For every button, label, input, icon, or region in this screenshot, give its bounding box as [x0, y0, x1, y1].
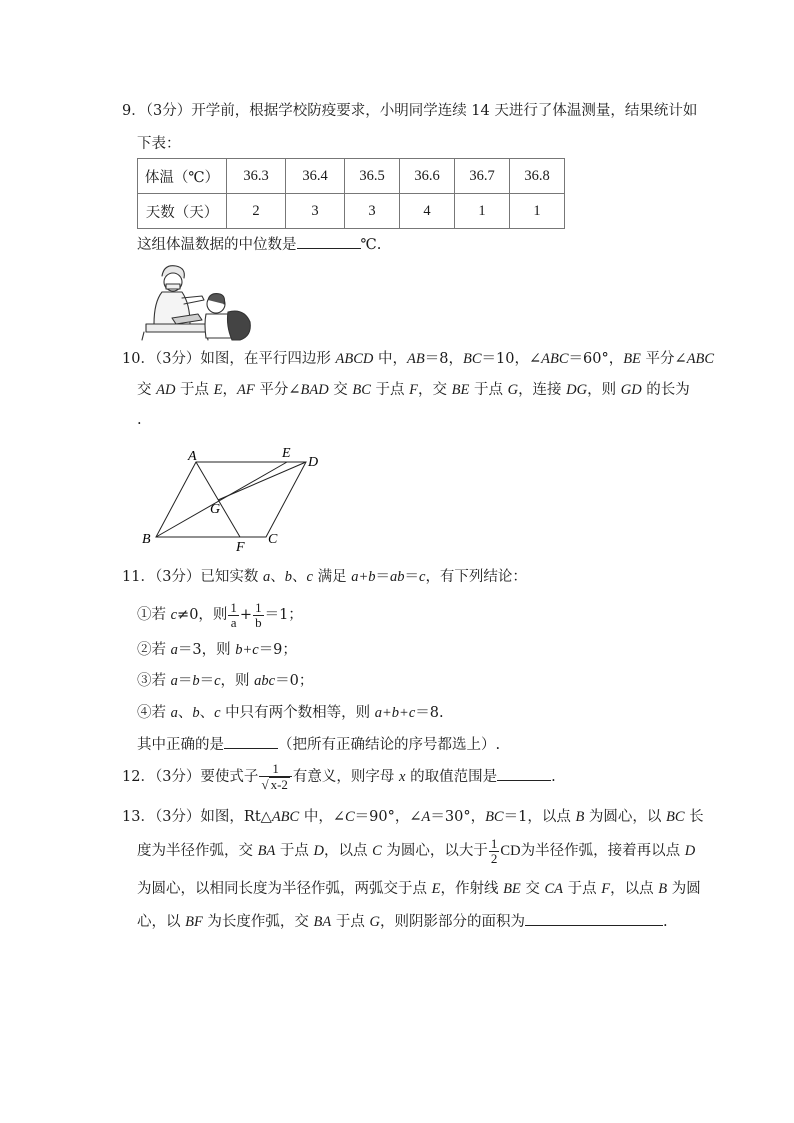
- q10-line3: .: [137, 412, 142, 428]
- q11-conclusion-3: ③若 a＝b＝c，则 abc＝0；: [137, 673, 314, 689]
- q10-line1: 10．（3分）如图，在平行四边形 ABCD 中，AB＝8，BC＝10，∠ABC＝60°，BE 平分∠ABC: [122, 351, 715, 367]
- table-cell: 2: [227, 194, 286, 229]
- q13-line1: 13．（3分）如图，Rt△ABC 中，∠C＝90°，∠A＝30°，BC＝1，以点 B 为圆心，以 BC 长: [122, 809, 704, 825]
- table-row: [138, 159, 565, 194]
- q11-conclusion-1: ①若 c≠0，则 $\frac{1}{a}$ + $\frac{1}{b}$ ＝1；: [137, 599, 303, 630]
- answer-blank: [525, 911, 663, 926]
- fraction: $\frac{1}{√ x-2}$: [259, 762, 291, 792]
- point-label-e: E: [282, 446, 291, 461]
- table-row: [138, 194, 565, 229]
- parallelogram-figure: [136, 444, 326, 556]
- fraction: $\frac{1}{b}$: [255, 599, 262, 630]
- table-cell: 36.4: [286, 159, 345, 194]
- q12-line: 12．（3分）要使式子 $\frac{1}{√ x-2}$ 有意义，则字母 x 的取值范围是 .: [122, 761, 556, 792]
- q13-line3: 为圆心，以相同长度为半径作弧，两弧交于点 E，作射线 BE 交 CA 于点 F，以点 B 为圆: [137, 881, 701, 897]
- q10-line2: 交 AD 于点 E，AF 平分∠BAD 交 BC 于点 F，交 BE 于点 G，连接 DG，则 GD 的长为: [137, 382, 690, 398]
- answer-blank: [224, 734, 278, 749]
- point-label-f: F: [236, 540, 245, 555]
- q11-conclusion-4: ④若 a、b、c 中只有两个数相等，则 a+b+c＝8.: [137, 705, 444, 721]
- table-cell: 1: [455, 194, 510, 229]
- answer-blank: [297, 234, 361, 249]
- table-cell: 36.8: [510, 159, 565, 194]
- fraction: $\frac{1}{a}$: [230, 599, 237, 630]
- temperature-check-illustration: [140, 262, 256, 342]
- q11-question: 其中正确的是 （把所有正确结论的序号都选上）.: [137, 734, 500, 755]
- q9-line1: 9．（3分）开学前，根据学校防疫要求，小明同学连续 14 天进行了体温测量，结果统计如: [122, 103, 698, 119]
- table-cell: 36.6: [400, 159, 455, 194]
- sqrt-radicand: x-2: [270, 777, 288, 792]
- point-label-g: G: [210, 502, 221, 517]
- table-cell: 3: [345, 194, 400, 229]
- table-cell: 36.7: [455, 159, 510, 194]
- q11-line1: 11．（3分）已知实数 a、b、c 满足 a+b＝ab＝c，有下列结论：: [122, 569, 527, 585]
- table-cell: 3: [286, 194, 345, 229]
- parallelogram-abcd: [156, 462, 306, 537]
- point-label-b: B: [142, 532, 151, 547]
- table-cell: 1: [510, 194, 565, 229]
- segment-gd: [218, 462, 306, 500]
- table-cell: 4: [400, 194, 455, 229]
- q9-line2: 下表：: [137, 136, 181, 152]
- q13-line2: 度为半径作弧，交 BA 于点 D，以点 C 为圆心，以大于 $\frac{1}{2}$ CD为半径作弧，接着再以点 D: [137, 835, 696, 866]
- point-label-c: C: [268, 532, 278, 547]
- fraction: $\frac{1}{2}$: [490, 835, 498, 866]
- answer-blank: [497, 766, 551, 781]
- q11-conclusion-2: ②若 a＝3，则 b+c＝9；: [137, 642, 297, 658]
- table-cell: 36.3: [227, 159, 286, 194]
- table-header-cell: 体温（℃）: [138, 159, 227, 194]
- q13-line4: 心，以 BF 为长度作弧，交 BA 于点 G，则阴影部分的面积为 .: [137, 911, 668, 932]
- point-label-d: D: [308, 455, 319, 470]
- temperature-table: [137, 158, 565, 229]
- table-cell: 36.5: [345, 159, 400, 194]
- point-label-a: A: [188, 449, 197, 464]
- q9-question: 这组体温数据的中位数是 ℃.: [137, 234, 381, 255]
- table-header-cell: 天数（天）: [138, 194, 227, 229]
